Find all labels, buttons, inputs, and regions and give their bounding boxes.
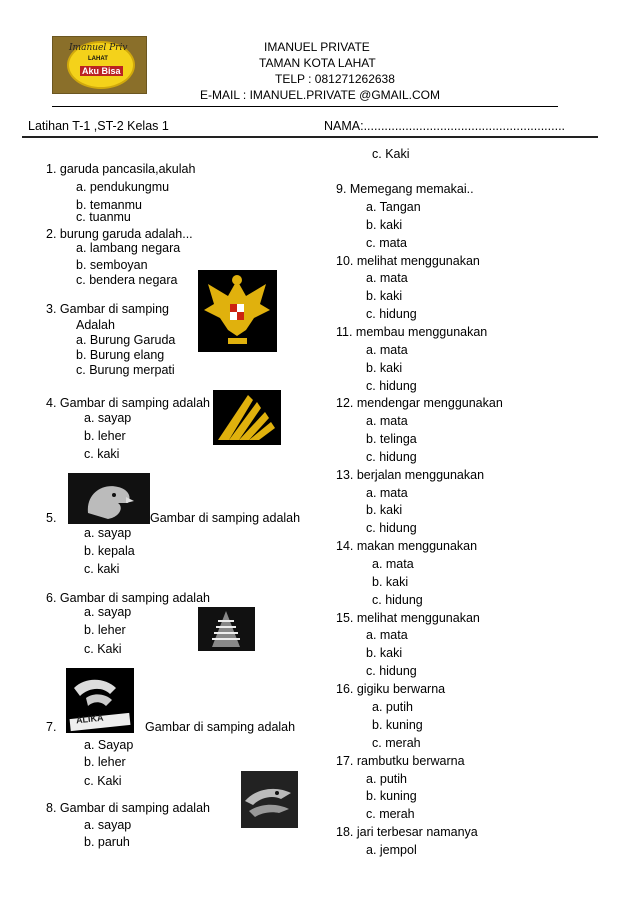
option: b. kaki: [366, 361, 403, 375]
question-5-number: 5.: [46, 511, 57, 525]
option: b. leher: [84, 623, 126, 637]
option: a. Burung Garuda: [76, 333, 176, 347]
option: a. pendukungmu: [76, 180, 170, 194]
exercise-title: Latihan T-1 ,ST-2 Kelas 1: [28, 119, 169, 133]
option: b. kepala: [84, 544, 135, 558]
garuda-wing-image: [213, 390, 281, 445]
garuda-neck-image: [198, 607, 255, 651]
question-1: 1. garuda pancasila,akulah: [46, 162, 196, 176]
question-10: 10. melihat menggunakan: [336, 254, 480, 268]
question-16: 16. gigiku berwarna: [336, 682, 446, 696]
option: a. sayap: [84, 526, 132, 540]
option: b. leher: [84, 755, 126, 769]
option: c. hidung: [366, 521, 417, 535]
question-3-cont: Adalah: [76, 318, 115, 332]
header-divider: [52, 106, 558, 107]
header-name: IMANUEL PRIVATE: [264, 40, 370, 54]
option: b. leher: [84, 429, 126, 443]
question-6: 6. Gambar di samping adalah: [46, 591, 210, 605]
option: a. Tangan: [366, 200, 421, 214]
option: c. Burung merpati: [76, 363, 175, 377]
question-14: 14. makan menggunakan: [336, 539, 478, 553]
option: a. mata: [372, 557, 414, 571]
garuda-head-image: [68, 473, 150, 524]
option: a. Sayap: [84, 738, 134, 752]
garuda-claw-image: [66, 668, 134, 733]
option: c. kaki: [84, 447, 120, 461]
option: a. putih: [372, 700, 414, 714]
option: c. tuanmu: [76, 210, 131, 224]
logo-text-motto: Aku Bisa: [82, 66, 121, 76]
option: b. kaki: [366, 218, 403, 232]
option: c. Kaki: [84, 642, 122, 656]
school-logo: [52, 36, 147, 94]
garuda-pancasila-image: [198, 270, 277, 352]
question-5: Gambar di samping adalah: [150, 511, 301, 525]
question-7: Gambar di samping adalah: [145, 720, 296, 734]
question-3: 3. Gambar di samping: [46, 302, 169, 316]
option: b. kuning: [366, 789, 417, 803]
option: a. mata: [366, 343, 408, 357]
option: c. hidung: [366, 307, 417, 321]
header-phone: TELP : 081271262638: [275, 72, 395, 86]
option: c. Kaki: [372, 147, 410, 161]
option: c. mata: [366, 236, 407, 250]
option: b. telinga: [366, 432, 417, 446]
option: a. mata: [366, 486, 408, 500]
option: b. semboyan: [76, 258, 148, 272]
option: c. hidung: [372, 593, 423, 607]
option: a. mata: [366, 414, 408, 428]
option: c. hidung: [366, 379, 417, 393]
option: b. kuning: [372, 718, 423, 732]
header-address: TAMAN KOTA LAHAT: [259, 56, 376, 70]
option: a. sayap: [84, 818, 132, 832]
option: b. Burung elang: [76, 348, 165, 362]
header-email: E-MAIL : IMANUEL.PRIVATE @GMAIL.COM: [200, 88, 440, 102]
question-13: 13. berjalan menggunakan: [336, 468, 485, 482]
option: c. hidung: [366, 664, 417, 678]
option: a. mata: [366, 271, 408, 285]
question-8: 8. Gambar di samping adalah: [46, 801, 210, 815]
option: a. sayap: [84, 605, 132, 619]
logo-text-city: LAHAT: [88, 56, 108, 62]
option: c. hidung: [366, 450, 417, 464]
question-18: 18. jari terbesar namanya: [336, 825, 478, 839]
question-7-number: 7.: [46, 720, 57, 734]
option: c. merah: [372, 736, 421, 750]
option: c. merah: [366, 807, 415, 821]
question-17: 17. rambutku berwarna: [336, 754, 465, 768]
option: b. kaki: [366, 646, 403, 660]
option: c. bendera negara: [76, 273, 178, 287]
garuda-beak-image: [241, 771, 298, 828]
question-4: 4. Gambar di samping adalah: [46, 396, 210, 410]
banner-caption: ALIKA: [75, 712, 104, 726]
option: a. jempol: [366, 843, 417, 857]
option: a. mata: [366, 628, 408, 642]
logo-text-name: Imanuel Priv: [69, 43, 128, 53]
option: c. Kaki: [84, 774, 122, 788]
option: a. sayap: [84, 411, 132, 425]
option: b. temanmu: [76, 198, 143, 212]
option: b. kaki: [372, 575, 409, 589]
question-9: 9. Memegang memakai..: [336, 182, 474, 196]
option: b. kaki: [366, 503, 403, 517]
name-field: NAMA:..........................................................: [324, 119, 566, 133]
question-15: 15. melihat menggunakan: [336, 611, 480, 625]
option: a. lambang negara: [76, 241, 181, 255]
option: b. kaki: [366, 289, 403, 303]
option: b. paruh: [84, 835, 130, 849]
question-12: 12. mendengar menggunakan: [336, 396, 503, 410]
option: c. kaki: [84, 562, 120, 576]
question-2: 2. burung garuda adalah...: [46, 227, 193, 241]
option: a. putih: [366, 772, 408, 786]
question-11: 11. membau menggunakan: [336, 325, 488, 339]
subheader-divider: [22, 136, 598, 138]
